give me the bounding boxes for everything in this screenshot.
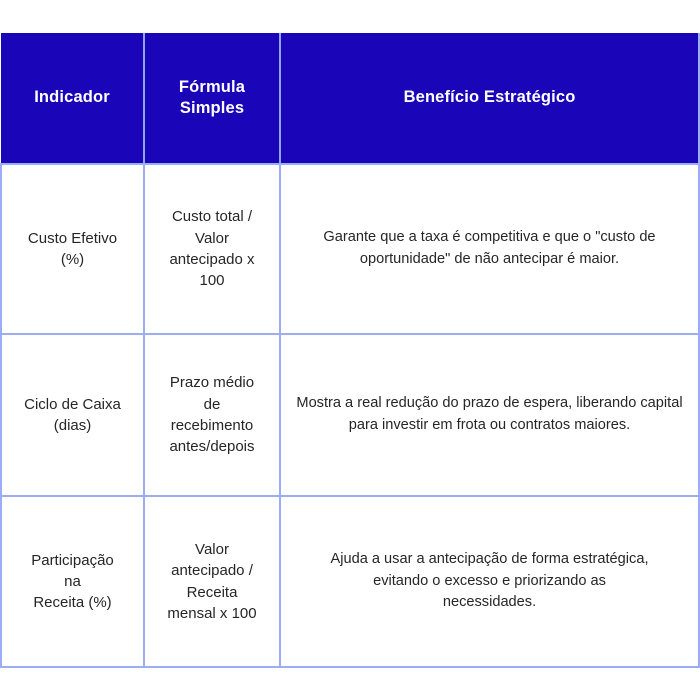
cell-indicador-row-2 xyxy=(1,334,144,496)
cell-indicador-row-3 xyxy=(1,496,144,667)
cell-text-line: Valor xyxy=(195,540,229,558)
column-header-indicador xyxy=(1,33,144,164)
cell-text-line: evitando o excesso e priorizando as xyxy=(373,572,606,589)
cell-text-line: Participação xyxy=(31,551,114,569)
cell-text-line: Ajuda a usar a antecipação de forma estratégica, xyxy=(330,550,649,567)
cell-formula-row-2 xyxy=(144,334,280,496)
cell-text-line: (dias) xyxy=(53,417,92,434)
table-row xyxy=(1,164,699,334)
cell-text-line: Receita xyxy=(186,583,238,601)
table-row xyxy=(1,334,699,496)
cell-text-line: recebimento xyxy=(170,417,254,434)
table-body xyxy=(1,164,699,667)
cell-text-line: mensal x 100 xyxy=(167,604,257,622)
table-row xyxy=(1,496,699,667)
cell-text-line: antes/depois xyxy=(169,438,255,456)
cell-text-line: oportunidade" de não antecipar é maior. xyxy=(359,251,620,267)
cell-text-line: Custo Efetivo xyxy=(27,229,118,247)
cell-text-line: na xyxy=(64,572,81,590)
cell-text-line: Ciclo de Caixa xyxy=(24,395,121,413)
column-header-indicador-label: Indicador xyxy=(34,88,110,107)
cell-text-line: Prazo médio xyxy=(169,374,255,392)
cell-text-line: Receita (%) xyxy=(33,594,112,612)
cell-beneficio-row-1 xyxy=(280,164,699,334)
cell-text-line: necessidades. xyxy=(442,594,537,611)
cell-beneficio-row-3 xyxy=(280,496,699,667)
table-header xyxy=(1,33,699,164)
cell-text-line: (%) xyxy=(60,251,85,268)
cell-text-line: antecipado x xyxy=(169,251,255,268)
column-header-formula xyxy=(144,33,280,164)
cell-text-line: Garante que a taxa é competitiva e que o "custo de xyxy=(323,229,656,246)
metrics-table xyxy=(0,33,700,668)
cell-text-line: para investir em frota ou contratos maiores. xyxy=(348,417,631,433)
table-header-row xyxy=(1,33,699,164)
cell-text-line: antecipado / xyxy=(171,562,253,580)
cell-formula-row-1 xyxy=(144,164,280,334)
cell-indicador-row-1 xyxy=(1,164,144,334)
cell-text-line: Valor xyxy=(195,229,229,247)
cell-beneficio-row-2 xyxy=(280,334,699,496)
cell-formula-row-3 xyxy=(144,496,280,667)
cell-text-line: de xyxy=(203,395,221,413)
cell-text-line: Custo total / xyxy=(171,208,253,226)
column-header-beneficio xyxy=(280,33,699,164)
column-header-formula-label-line-2: Simples xyxy=(179,99,245,117)
column-header-formula-label-line-1: Fórmula xyxy=(178,77,246,96)
metrics-table-container xyxy=(0,33,698,668)
column-header-beneficio-label: Benefício Estratégico xyxy=(403,88,576,107)
cell-text-line: 100 xyxy=(199,272,225,290)
cell-text-line: Mostra a real redução do prazo de espera, liberando capital xyxy=(296,395,683,412)
